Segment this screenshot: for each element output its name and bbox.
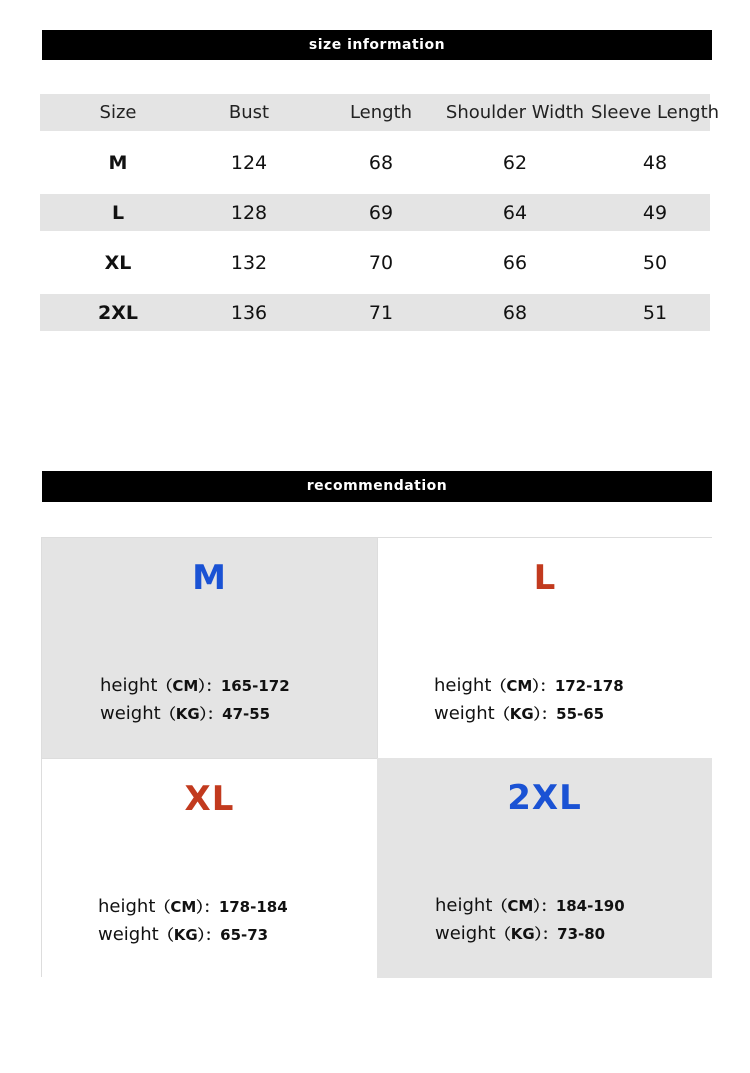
table-row [40, 194, 710, 231]
table-row [40, 131, 710, 194]
row-size: 2XL [98, 301, 138, 324]
header-shoulder-width: Shoulder Width [445, 102, 585, 123]
table-row [40, 294, 710, 331]
weight-line [435, 923, 605, 944]
row-size: L [111, 201, 125, 224]
row-sleeve: 50 [642, 251, 668, 274]
weight-value: 73-80 [557, 925, 606, 943]
header-length: Length [349, 102, 413, 123]
weight-label: weight [100, 703, 161, 724]
recommendation-card-xl [42, 758, 377, 978]
row-length: 68 [368, 151, 394, 174]
weight-value: 65-73 [220, 926, 269, 944]
weight-line [434, 703, 604, 724]
row-size: XL [104, 251, 132, 274]
row-bust: 128 [230, 201, 268, 224]
weight-label: weight [434, 703, 495, 724]
row-size: M [108, 151, 128, 174]
size-table-header [40, 94, 720, 131]
height-label: height [435, 895, 493, 916]
weight-value: 47-55 [222, 705, 271, 723]
recommendation-card-m [42, 538, 377, 758]
weight-line [100, 703, 270, 724]
card-size: XL [184, 779, 235, 819]
height-unit: （CM）： [491, 677, 555, 695]
recommendation-banner: recommendation [42, 471, 712, 502]
row-sleeve: 48 [642, 151, 668, 174]
size-table [40, 94, 720, 331]
card-size: L [533, 558, 557, 598]
row-shoulder: 68 [502, 301, 528, 324]
weight-unit: （KG）： [495, 925, 558, 943]
height-line [100, 675, 290, 696]
header-bust: Bust [228, 102, 270, 123]
row-length: 71 [368, 301, 394, 324]
row-shoulder: 62 [502, 151, 528, 174]
weight-unit: （KG）： [160, 705, 223, 723]
recommendation-card-l [377, 538, 712, 758]
height-line [434, 675, 624, 696]
header-sleeve-length: Sleeve Length [590, 102, 720, 123]
height-value: 184-190 [555, 897, 625, 915]
weight-unit: （KG）： [494, 705, 557, 723]
height-unit: （CM）： [155, 898, 219, 916]
height-line [98, 896, 288, 917]
weight-line [98, 924, 268, 945]
row-sleeve: 49 [642, 201, 668, 224]
height-value: 165-172 [220, 677, 290, 695]
weight-label: weight [98, 924, 159, 945]
weight-unit: （KG）： [158, 926, 221, 944]
height-value: 172-178 [554, 677, 624, 695]
height-label: height [98, 896, 156, 917]
card-size: M [192, 558, 227, 598]
height-label: height [100, 675, 158, 696]
table-row [40, 231, 710, 294]
row-bust: 136 [230, 301, 268, 324]
row-bust: 124 [230, 151, 268, 174]
weight-value: 55-65 [556, 705, 605, 723]
height-unit: （CM）： [492, 897, 556, 915]
height-line [435, 895, 625, 916]
recommendation-grid [41, 537, 712, 977]
height-unit: （CM）： [157, 677, 221, 695]
row-shoulder: 64 [502, 201, 528, 224]
height-value: 178-184 [218, 898, 288, 916]
row-length: 69 [368, 201, 394, 224]
row-shoulder: 66 [502, 251, 528, 274]
recommendation-card-2xl [377, 758, 712, 978]
height-label: height [434, 675, 492, 696]
card-size: 2XL [507, 778, 582, 818]
row-bust: 132 [230, 251, 268, 274]
row-length: 70 [368, 251, 394, 274]
row-sleeve: 51 [642, 301, 668, 324]
weight-label: weight [435, 923, 496, 944]
header-size: Size [99, 102, 137, 123]
size-information-banner: size information [42, 30, 712, 60]
